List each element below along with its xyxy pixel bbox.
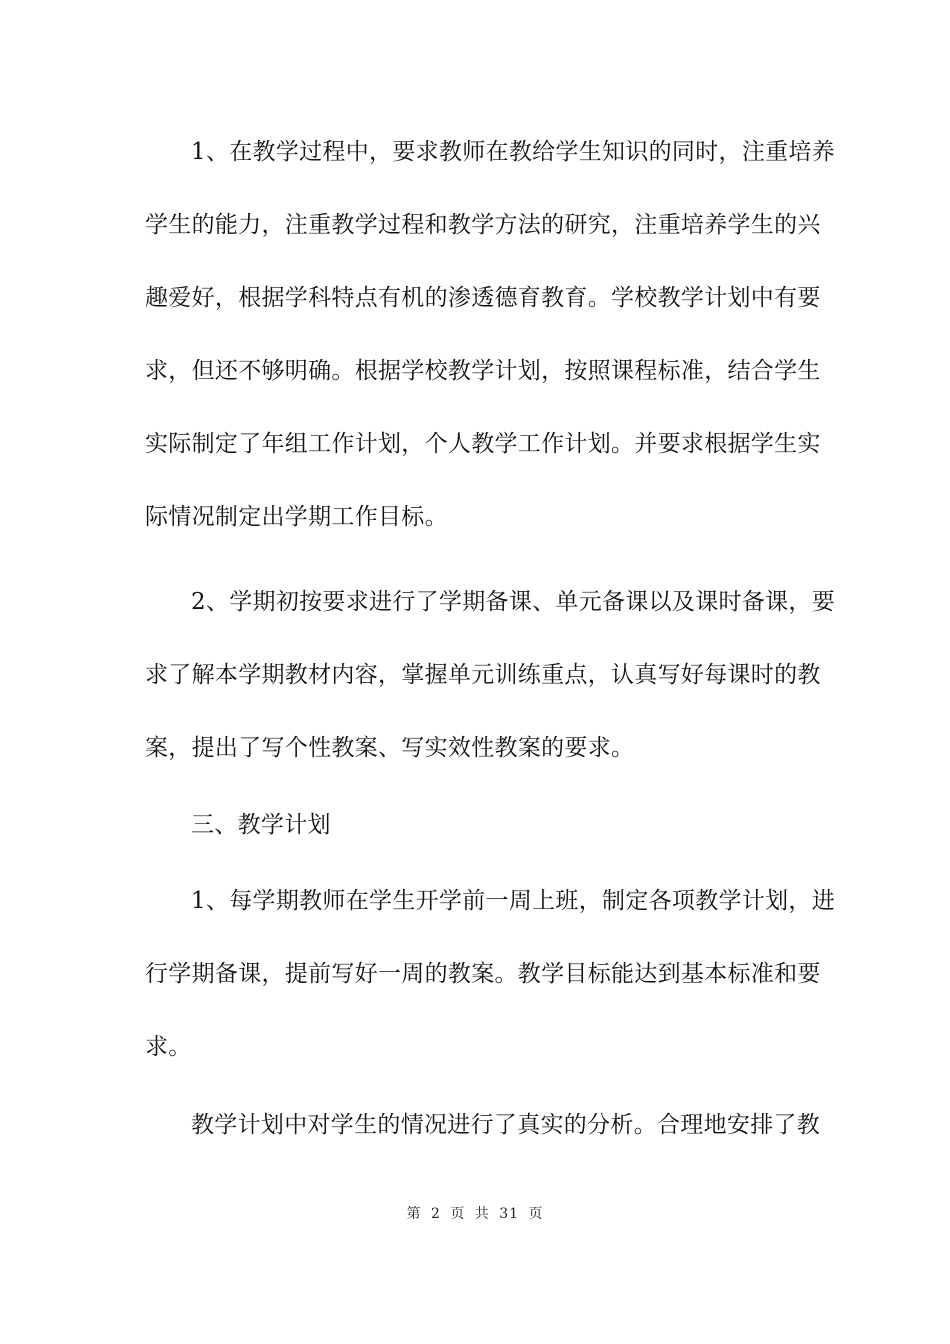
- text-line: 求。: [145, 1034, 192, 1060]
- text-line: 际情况制定出学期工作目标。: [145, 504, 448, 530]
- section-heading: 三、教学计划: [191, 812, 331, 838]
- text-line: 1、每学期教师在学生开学前一周上班，制定各项教学计划，进: [191, 888, 836, 914]
- text-line: 学生的能力，注重教学过程和教学方法的研究，注重培养学生的兴: [145, 212, 821, 238]
- text-line: 教学计划中对学生的情况进行了真实的分析。合理地安排了教: [191, 1112, 821, 1138]
- footer-total-pages: 31: [499, 1206, 520, 1222]
- text-line: 案，提出了写个性教案、写实效性教案的要求。: [145, 735, 635, 761]
- text-line: 实际制定了年组工作计划，个人教学工作计划。并要求根据学生实: [145, 431, 821, 457]
- footer-page-label: 第: [406, 1206, 422, 1222]
- footer-page-unit: 页: [450, 1206, 466, 1222]
- text-line: 行学期备课，提前写好一周的教案。教学目标能达到基本标准和要: [145, 961, 821, 987]
- text-line: 求，但还不够明确。根据学校教学计划，按照课程标准，结合学生: [145, 358, 821, 384]
- text-line: 求了解本学期教材内容，掌握单元训练重点，认真写好每课时的教: [145, 662, 821, 688]
- footer-current-page: 2: [430, 1206, 441, 1222]
- text-line: 趣爱好，根据学科特点有机的渗透德育教育。学校教学计划中有要: [145, 285, 821, 311]
- text-line: 1、在教学过程中，要求教师在教给学生知识的同时，注重培养: [191, 139, 836, 165]
- footer-total-unit: 页: [528, 1206, 544, 1222]
- text-line: 2、学期初按要求进行了学期备课、单元备课以及课时备课，要: [191, 589, 836, 615]
- footer-total-label: 共: [474, 1206, 490, 1222]
- page-footer: [0, 1204, 950, 1224]
